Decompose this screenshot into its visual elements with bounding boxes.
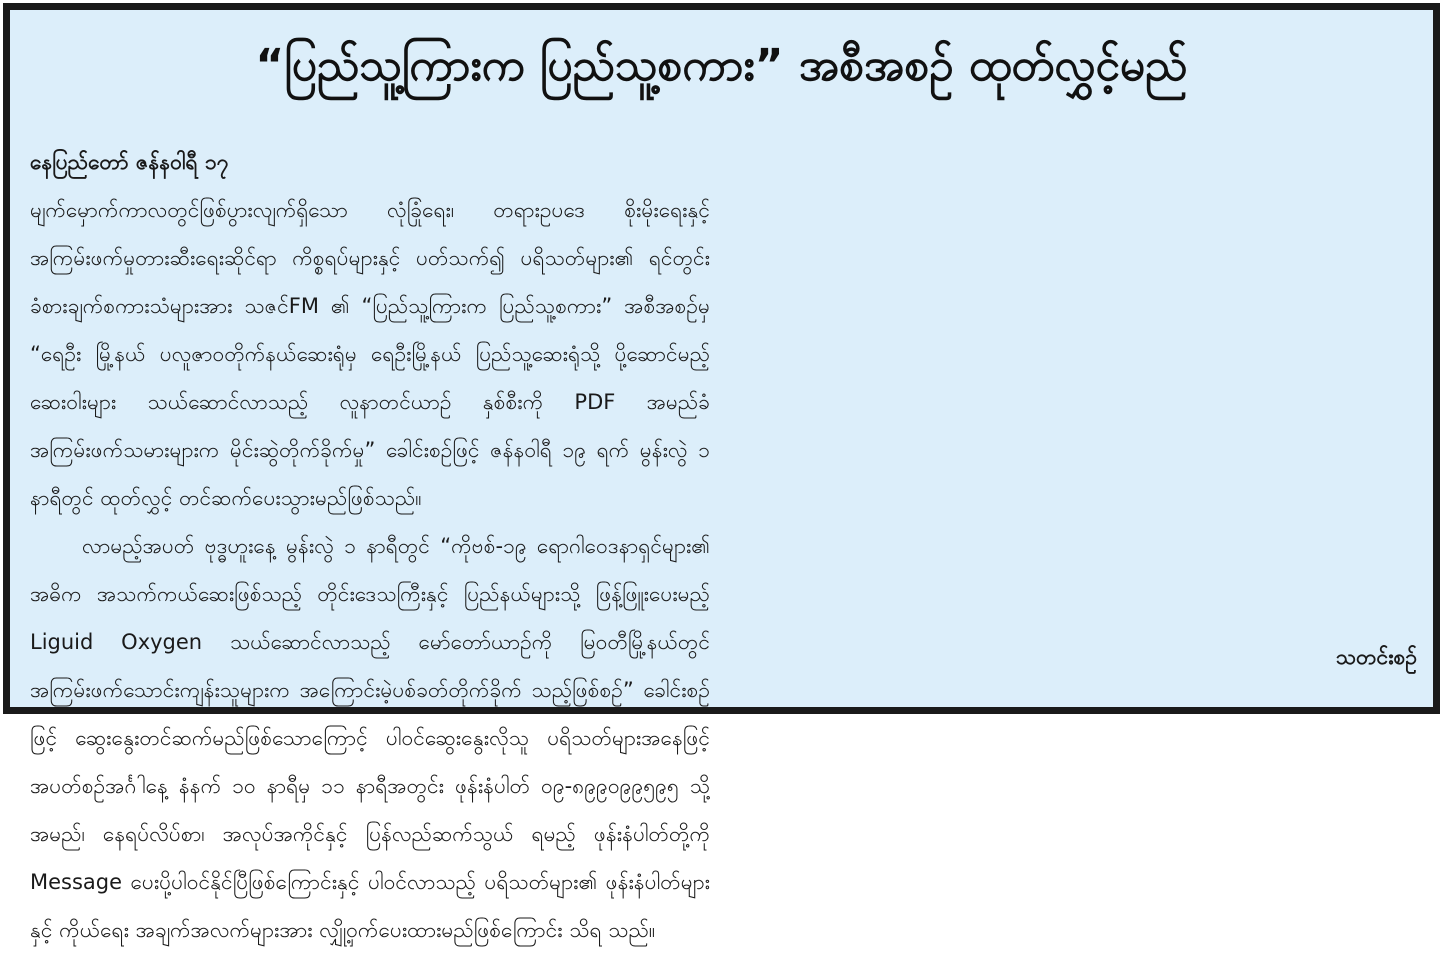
article-column-left [30, 138, 710, 942]
article-frame [3, 3, 1440, 942]
headline: “ပြည်သူ့ကြားက ပြည်သူ့စကား” အစီအစဉ် ထုတ်လွှင့်မည် [255, 40, 1188, 91]
byline: သတင်းစဉ် [1335, 645, 1417, 669]
dateline: နေပြည်တော် ဇန်နဝါရီ ၁၇ [30, 150, 229, 174]
article-column-right [736, 138, 1406, 698]
article-paragraph-2: လာမည့်အပတ် ဗုဒ္ဓဟူးနေ့ မွန်းလွဲ ၁ နာရီတွင် “ကိုဗစ်-၁၉ ရောဂါဝေဒနာရှင်များ၏ အဓိက အသက်ကယ်ဆေးဖြစ်သည့် တိုင်းဒေသကြီးနှင့် ပြည်နယ်များသို့ ဖြန့်ဖြူးပေးမည့် Liguid Oxygen သယ်ဆောင်လာသည့် မော်တော်ယာဉ်ကို မြဝတီမြို့နယ်တွင် အကြမ်းဖက်သောင်းကျန်းသူများက အကြောင်းမဲ့ပစ်ခတ်တိုက်ခိုက် သည့်ဖြစ်စဉ်” ခေါင်းစဉ်ဖြင့် ဆွေးနွေးတင်ဆက်မည်ဖြစ်သောကြောင့် ပါဝင်ဆွေးနွေးလိုသူ ပရိသတ်များအနေဖြင့် အပတ်စဉ်အင်္ဂါနေ့ နံနက် ၁၀ နာရီမှ ၁၁ နာရီအတွင်း ဖုန်းနံပါတ် ၀၉-၈၉၉၀၉၉၅၉၅ သို့ အမည်၊ နေရပ်လိပ်စာ၊ အလုပ်အကိုင်နှင့် ပြန်လည်ဆက်သွယ် ရမည့် ဖုန်းနံပါတ်တို့ကို Message ပေးပို့ပါဝင်နိုင်ပြီဖြစ်ကြောင်းနှင့် ပါဝင်လာသည့် ပရိသတ်များ၏ ဖုန်းနံပါတ်များနှင့် ကိုယ်ရေး အချက်အလက်များအား လျှို့ဝှက်ပေးထားမည်ဖြစ်ကြောင်း သိရ သည်။ [30, 534, 710, 942]
article-paragraph-1: မျက်မှောက်ကာလတွင်ဖြစ်ပွားလျက်ရှိသော လုံခြုံရေး၊ တရားဥပဒေ စိုးမိုးရေးနှင့် အကြမ်းဖက်မှုတားဆီးရေးဆိုင်ရာ ကိစ္စရပ်များနှင့် ပတ်သက်၍ ပရိသတ်များ၏ ရင်တွင်းခံစားချက်စကားသံများအား သဇင်FM ၏ “ပြည်သူ့ကြားက ပြည်သူ့စကား” အစီအစဉ်မှ “ရေဦး မြို့နယ် ပလူဇာ၀တိုက်နယ်ဆေးရုံမှ ရေဦးမြို့နယ် ပြည်သူ့ဆေးရုံသို့ ပို့ဆောင်မည့်ဆေးဝါးများ သယ်ဆောင်လာသည့် လူနာတင်ယာဉ် နှစ်စီးကို PDF အမည်ခံအကြမ်းဖက်သမားများက မိုင်းဆွဲတိုက်ခိုက်မှု” ခေါင်းစဉ်ဖြင့် ဇန်နဝါရီ ၁၉ ရက် မွန်းလွဲ ၁ နာရီတွင် ထုတ်လွှင့် တင်ဆက်ပေးသွားမည်ဖြစ်သည်။ [30, 198, 710, 510]
